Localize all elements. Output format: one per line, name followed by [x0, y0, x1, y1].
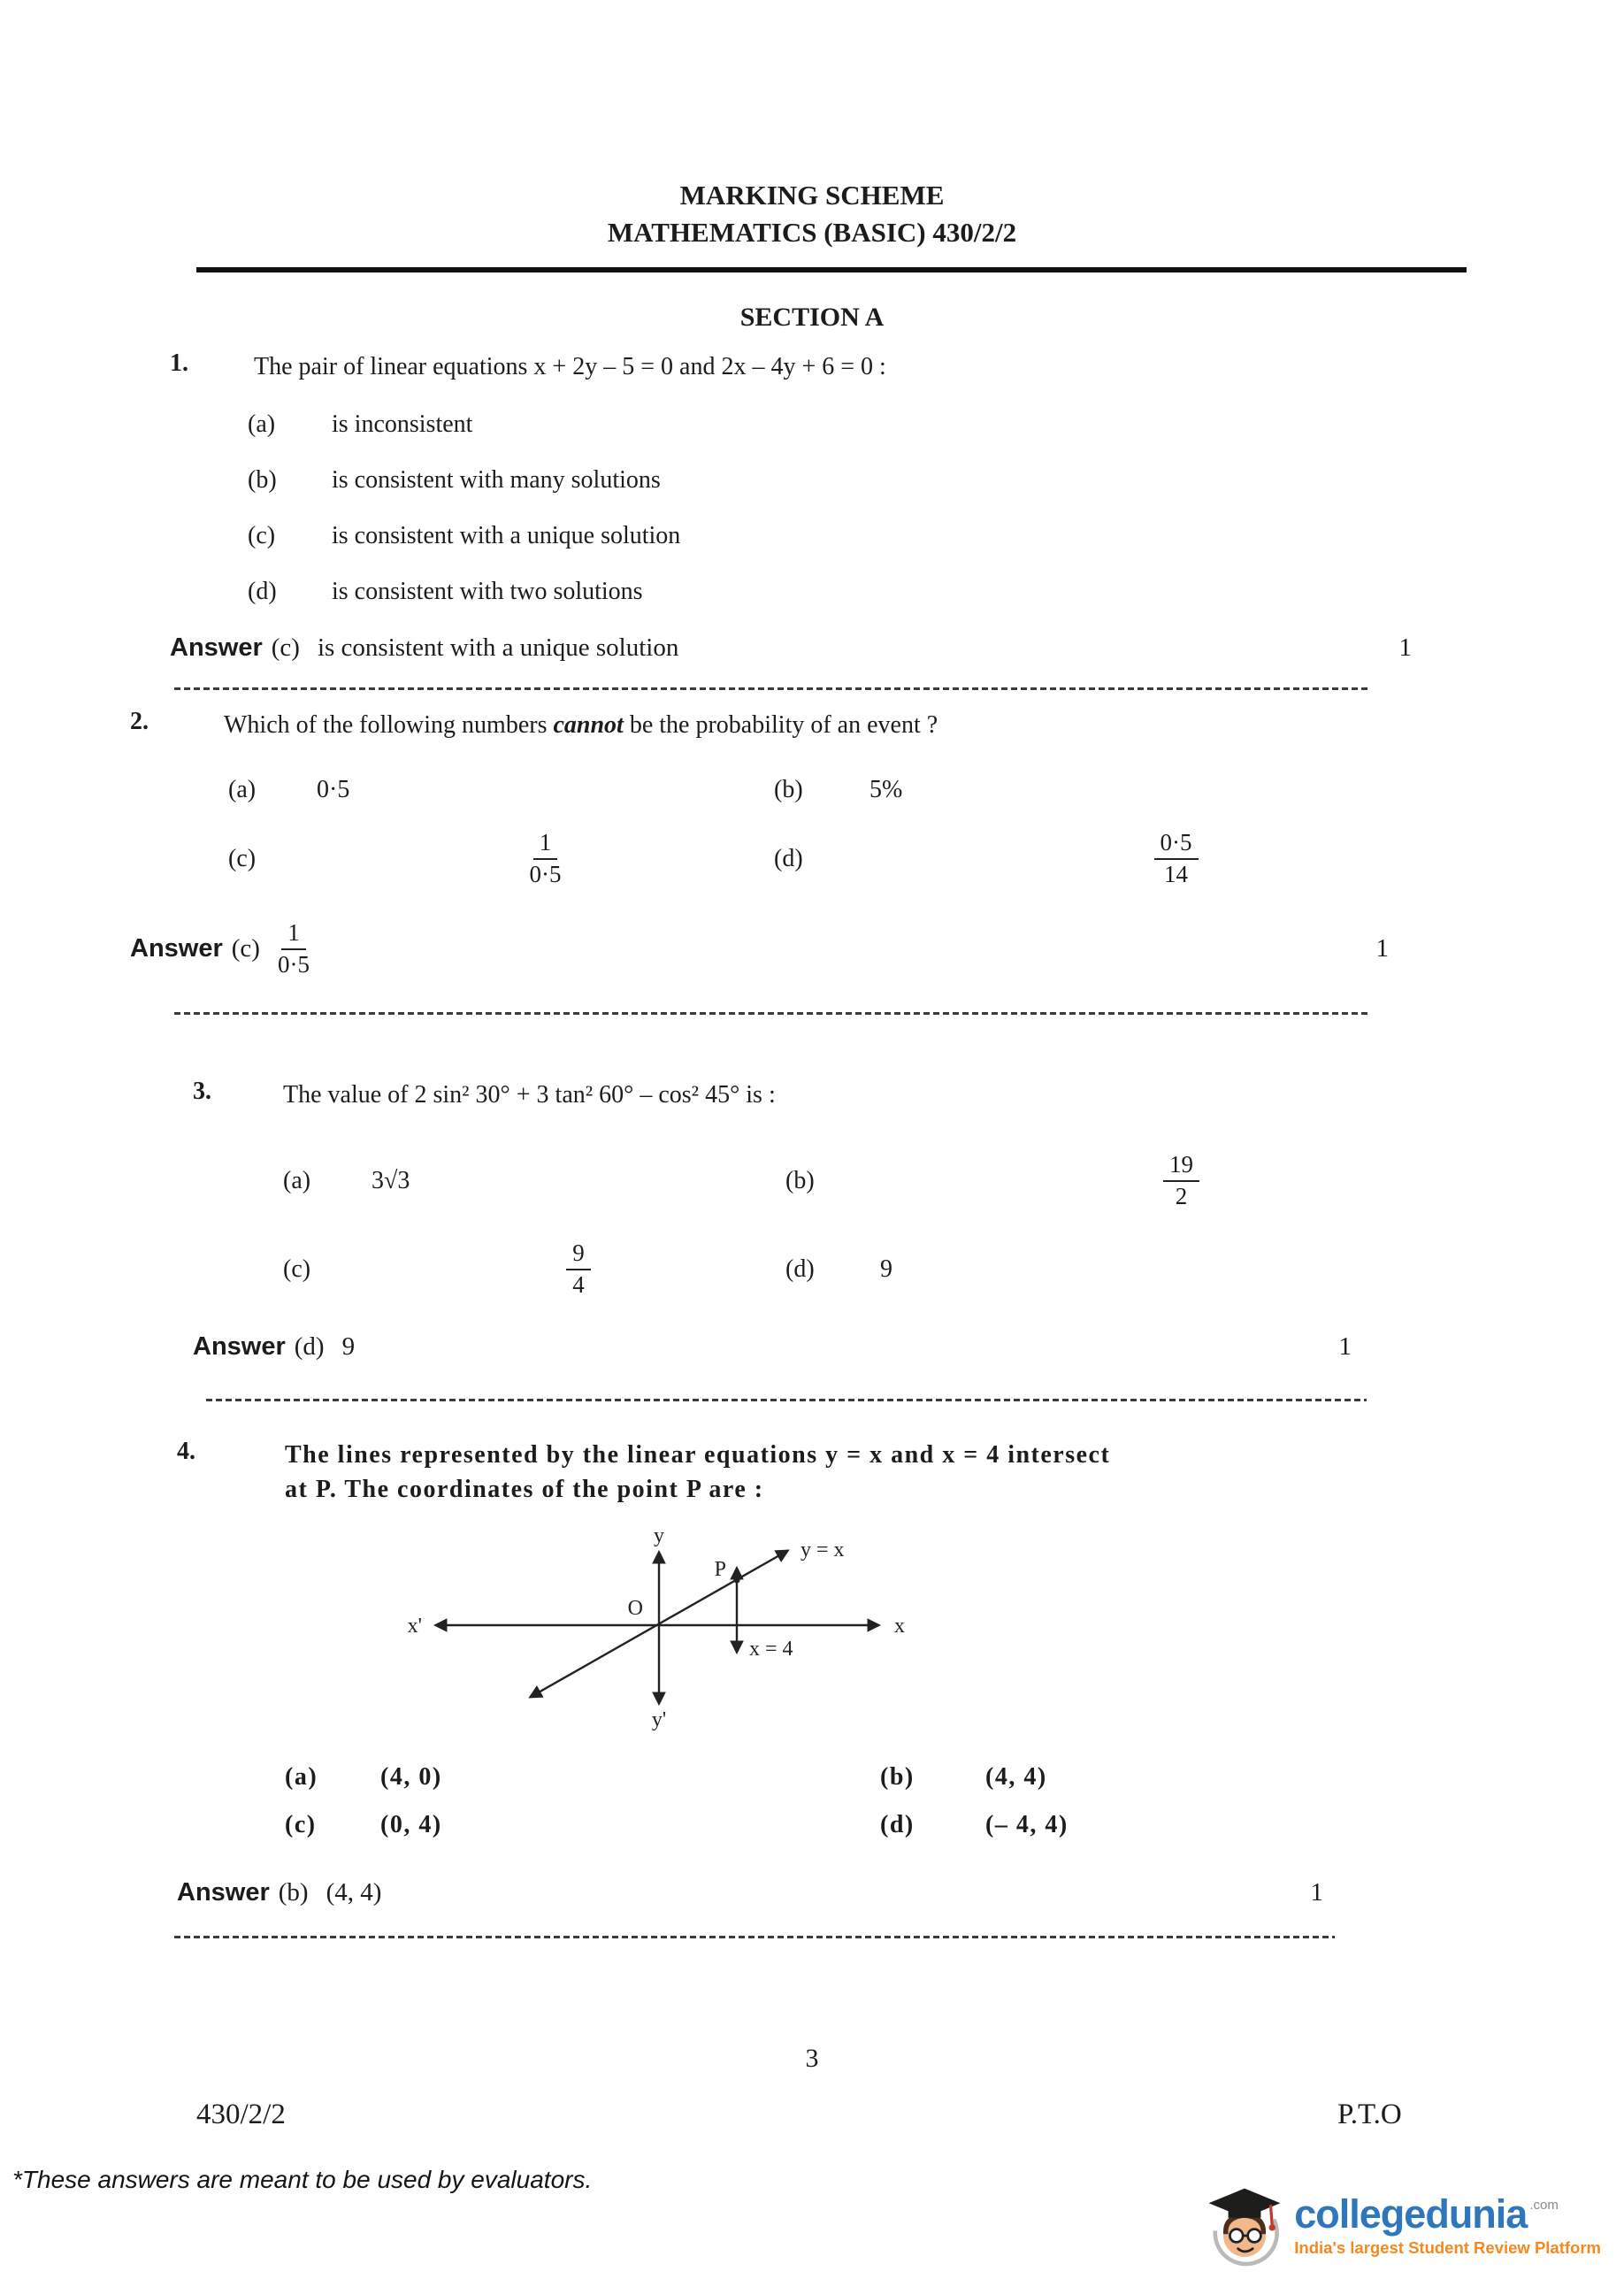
question-1 [0, 349, 1624, 690]
question-2-options-row1 [130, 776, 1482, 804]
collegedunia-logo [1204, 2183, 1601, 2268]
fraction-denominator: 0·5 [277, 950, 310, 978]
answer-word: Answer [193, 1332, 286, 1362]
section-title: SECTION A [739, 303, 885, 332]
question-3-options-row1 [193, 1151, 1482, 1211]
answer-choice: (c) [271, 633, 300, 662]
question-4-options-row2 [177, 1811, 1500, 1839]
dashed-separator [174, 1012, 1370, 1015]
fraction-denominator: 4 [572, 1270, 585, 1298]
point-p-label: P [714, 1558, 726, 1581]
question-1-line [170, 349, 1482, 384]
question-text-before: Which of the following numbers [224, 711, 554, 739]
fraction [869, 829, 1482, 889]
answer-text: (4, 4) [326, 1878, 382, 1907]
option-text: 3√3 [372, 1166, 410, 1194]
answer-text: is consistent with a unique solution [317, 633, 679, 662]
option-label: (a) [228, 776, 257, 803]
question-text: The pair of linear equations x + 2y – 5 = 0 and 2x – 4y + 6 = 0 : [254, 353, 886, 380]
paper-code: 430/2/2 [196, 2099, 286, 2130]
brand-tld: .com [1529, 2198, 1559, 2213]
option-label: (a) [283, 1166, 311, 1194]
dashed-separator [174, 1936, 1335, 1938]
question-1-options [170, 411, 1482, 606]
marks-value: 1 [1398, 633, 1412, 662]
pto-label: P.T.O [1337, 2099, 1402, 2130]
answer-word: Answer [177, 1878, 270, 1907]
question-3 [0, 1078, 1624, 1401]
line1-label: y = x [801, 1539, 845, 1562]
option-label: (b) [248, 466, 277, 494]
y-prime-label: y' [651, 1708, 667, 1731]
dashed-separator [206, 1399, 1367, 1401]
answer-word: Answer [170, 633, 263, 662]
point-p-dot [733, 1577, 739, 1583]
answer-line [177, 1878, 1500, 1907]
option-text: is inconsistent [332, 411, 473, 438]
fraction-denominator: 2 [1175, 1182, 1188, 1209]
x-axis-label: x [894, 1615, 905, 1638]
option-label: (c) [283, 1255, 311, 1283]
marks-value: 1 [1375, 934, 1389, 963]
dashed-separator [174, 687, 1370, 690]
fraction [880, 1151, 1482, 1211]
option-text: (– 4, 4) [985, 1811, 1069, 1838]
fraction-numerator: 0·5 [1154, 829, 1199, 860]
doc-subtitle: MATHEMATICS (BASIC) 430/2/2 [607, 217, 1017, 248]
option-label: (a) [285, 1763, 318, 1791]
question-text [224, 708, 938, 742]
question-number: 2. [130, 708, 149, 735]
fraction [278, 919, 310, 979]
option-label: (d) [880, 1811, 915, 1838]
origin-label: O [627, 1597, 643, 1620]
answer-line [193, 1332, 1482, 1362]
answer-line [170, 633, 1482, 663]
question-3-line [193, 1078, 1482, 1112]
brand-tagline: India's largest Student Review Platform [1294, 2238, 1601, 2257]
option-text: 5% [869, 776, 903, 803]
answer-text: 9 [341, 1332, 356, 1362]
question-4 [0, 1438, 1624, 1938]
fraction-numerator: 1 [533, 829, 558, 860]
question-4-options-row1 [177, 1763, 1500, 1792]
question-text-after: be the probability of an event ? [623, 711, 938, 739]
option-text: 0·5 [317, 776, 350, 803]
answer-choice: (b) [278, 1878, 309, 1907]
option-text: is consistent with a unique solution [332, 522, 681, 549]
collegedunia-logo-icon [1204, 2183, 1285, 2268]
fraction-numerator: 19 [1163, 1151, 1199, 1182]
question-text: The value of 2 sin² 30° + 3 tan² 60° – cos² 45° is : [283, 1081, 776, 1109]
option-text: is consistent with two solutions [332, 578, 643, 605]
fraction [317, 829, 774, 889]
option-text: (4, 0) [380, 1763, 442, 1791]
question-number: 4. [177, 1438, 195, 1465]
logo-text [1294, 2191, 1601, 2258]
option-label: (b) [774, 776, 803, 803]
option-b [248, 466, 1482, 495]
option-label: (b) [880, 1763, 915, 1791]
option-text: (0, 4) [380, 1811, 442, 1838]
brand-name: collegedunia [1294, 2191, 1528, 2237]
question-4-line [177, 1438, 1500, 1507]
fraction-numerator: 1 [281, 919, 306, 950]
option-label: (b) [785, 1166, 815, 1194]
answer-choice: (d) [294, 1332, 325, 1362]
option-c [248, 522, 1482, 550]
page-number: 3 [805, 2044, 819, 2073]
question-2-line [130, 708, 1482, 742]
answer-line [130, 919, 1482, 979]
option-text: (4, 4) [985, 1763, 1047, 1791]
option-label: (c) [285, 1811, 317, 1838]
question-text-line2: at P. The coordinates of the point P are : [285, 1476, 764, 1503]
marks-value: 1 [1310, 1878, 1323, 1907]
option-label: (a) [248, 411, 276, 438]
doc-title: MARKING SCHEME [679, 180, 945, 211]
option-text: is consistent with many solutions [332, 466, 661, 494]
fraction-denominator: 14 [1164, 860, 1188, 887]
question-text-line1: The lines represented by the linear equations y = x and x = 4 intersect [285, 1441, 1111, 1469]
question-text-emphasis: cannot [553, 711, 624, 739]
fraction [372, 1239, 785, 1300]
marks-value: 1 [1338, 1332, 1352, 1362]
option-label: (c) [228, 844, 257, 872]
x-prime-label: x' [407, 1615, 422, 1638]
option-label: (c) [248, 522, 276, 549]
header-rule [196, 267, 1467, 272]
document-header [0, 177, 1624, 251]
fraction-denominator: 0·5 [529, 860, 562, 887]
answer-word: Answer [130, 934, 223, 963]
question-number: 3. [193, 1078, 211, 1105]
fraction-numerator: 9 [566, 1239, 591, 1270]
question-3-options-row2 [193, 1239, 1482, 1300]
option-label: (d) [774, 844, 803, 872]
option-a [248, 411, 1482, 439]
option-text: 9 [880, 1255, 892, 1283]
option-d [248, 578, 1482, 606]
graph-container [385, 1526, 1500, 1738]
question-2 [0, 708, 1624, 1015]
evaluator-footnote: *These answers are meant to be used by evaluators. [12, 2166, 593, 2193]
answer-choice: (c) [231, 934, 260, 963]
question-number: 1. [170, 349, 188, 377]
coordinate-graph [385, 1526, 951, 1731]
option-label: (d) [785, 1255, 815, 1283]
line2-label: x = 4 [749, 1638, 793, 1661]
option-label: (d) [248, 578, 277, 605]
brand-line [1294, 2191, 1601, 2237]
y-axis-label: y [654, 1526, 664, 1547]
question-2-options-row2 [130, 829, 1482, 889]
question-text [285, 1438, 1110, 1507]
